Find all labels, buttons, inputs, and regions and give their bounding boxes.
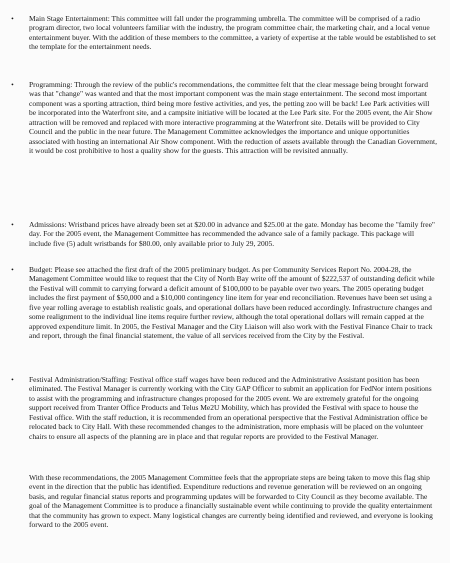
paragraph-administration: Festival Administration/Staffing: Festival office staff wages have been reduced and the Administrative Assistant position has been eliminated. The Festival Manager is currently working with the City GAP Officer to submit an application for FedNor intern positions to assist with the programming and infrastructure changes proposed for the 2005 event. We are extremely grateful for the ongoing support received from Tranter Office Products and Telus Me2U Mobility, which has provided the Festival with space to house the Festival office. With the staff reduction, it is recommended from an operational perspective that the Festival Administration office be relocated back to City Hall. With these recommended changes to the administration, more emphasis will be placed on the volunteer chairs to ensure all aspects of the planning are in place and that regular reports are provided to the Festival Manager. [29,375,432,441]
bullet-icon: • [11,80,14,89]
paragraph-admissions: Admissions: Wristband prices have already been set at $20.00 in advance and $25.00 at the gate. Monday has become the "family free" day. For the 2005 event, the Management Committee has recommended the advance sale of a family package. This package will include five (5) adult wristbands for $80.00, only available prior to July 29, 2005. [29,220,435,248]
closing-section [29,473,437,530]
bullet-icon: • [11,375,14,384]
paragraph-main-stage: Main Stage Entertainment: This committee will fall under the programming umbrella. The committee will be comprised of a radio program director, two local volunteers familiar with the industry, the program committee chair, the marketing chair, and a local venue entertainment buyer. With the addition of these members to the committee, a variety of expertise at the table would be established to set the template for the entertainment needs. [29,14,436,52]
bullet-icon: • [11,265,14,274]
bullet-icon: • [11,220,14,229]
list-item-programming [5,80,437,156]
paragraph-closing: With these recommendations, the 2005 Management Committee feels that the appropriate steps are being taken to move this flag ship event in the direction that the public has identified. Expenditure reductions and revenue generation will be reviewed on an ongoing basis, and regular financial status reports and programming updates will be forwarded to City Council as they become available. The goal of the Management Committee is to produce a financially sustainable event while continuing to provide the quality entertainment that the community has grown to expect. Many logistical changes are currently being identified and reviewed, and everyone is looking forward to the 2005 event. [29,473,433,530]
list-item-administration [5,375,437,441]
paragraph-programming: Programming: Through the review of the public's recommendations, the committee felt that the clear message being brought forward was that "change" was wanted and that the most important component was the main stage entertainment. The second most important component was a sporting attraction, third being more festive activities, and yes, the petting zoo will be back! Lee Park activities will be incorporated into the Waterfront site, and a campsite initiative will be located at the Lee Park site. For the 2005 event, the Air Show attraction will be removed and replaced with more interactive programming at the Waterfront site. Details will be provided to City Council and the public in the near future. The Management Committee acknowledges the importance and unique opportunities associated with hosting an international Air Show component. With the reduction of assets available through the Canadian Government, it would be cost prohibitive to host a quality show for the guests. This attraction will be revisited annually. [29,80,438,156]
list-item-main-stage [5,14,437,52]
bullet-icon: • [11,14,14,23]
list-item-budget [5,265,437,341]
list-item-admissions [5,220,437,248]
paragraph-budget: Budget: Please see attached the first draft of the 2005 preliminary budget. As per Community Services Report No. 2004-28, the Management Committee would like to request that the City of North Bay write off the amount of $222,537 of outstanding deficit while the Festival will commit to carrying forward a deficit amount of $100,000 to be payable over two years. The 2005 operating budget includes the first payment of $50,000 and a $10,000 contingency line item for year end reconciliation. Revenues have been set using a five year rolling average to establish realistic goals, and operational dollars have been reduced accordingly. Infrastructure changes and some realignment to the individual line items require further review, although the total operational dollars will remain capped at the approved expenditure limit. In 2005, the Festival Manager and the City Liaison will also work with the Festival Finance Chair to track and report, through the final financial statement, the value of all services received from the City by the Festival. [29,265,435,341]
